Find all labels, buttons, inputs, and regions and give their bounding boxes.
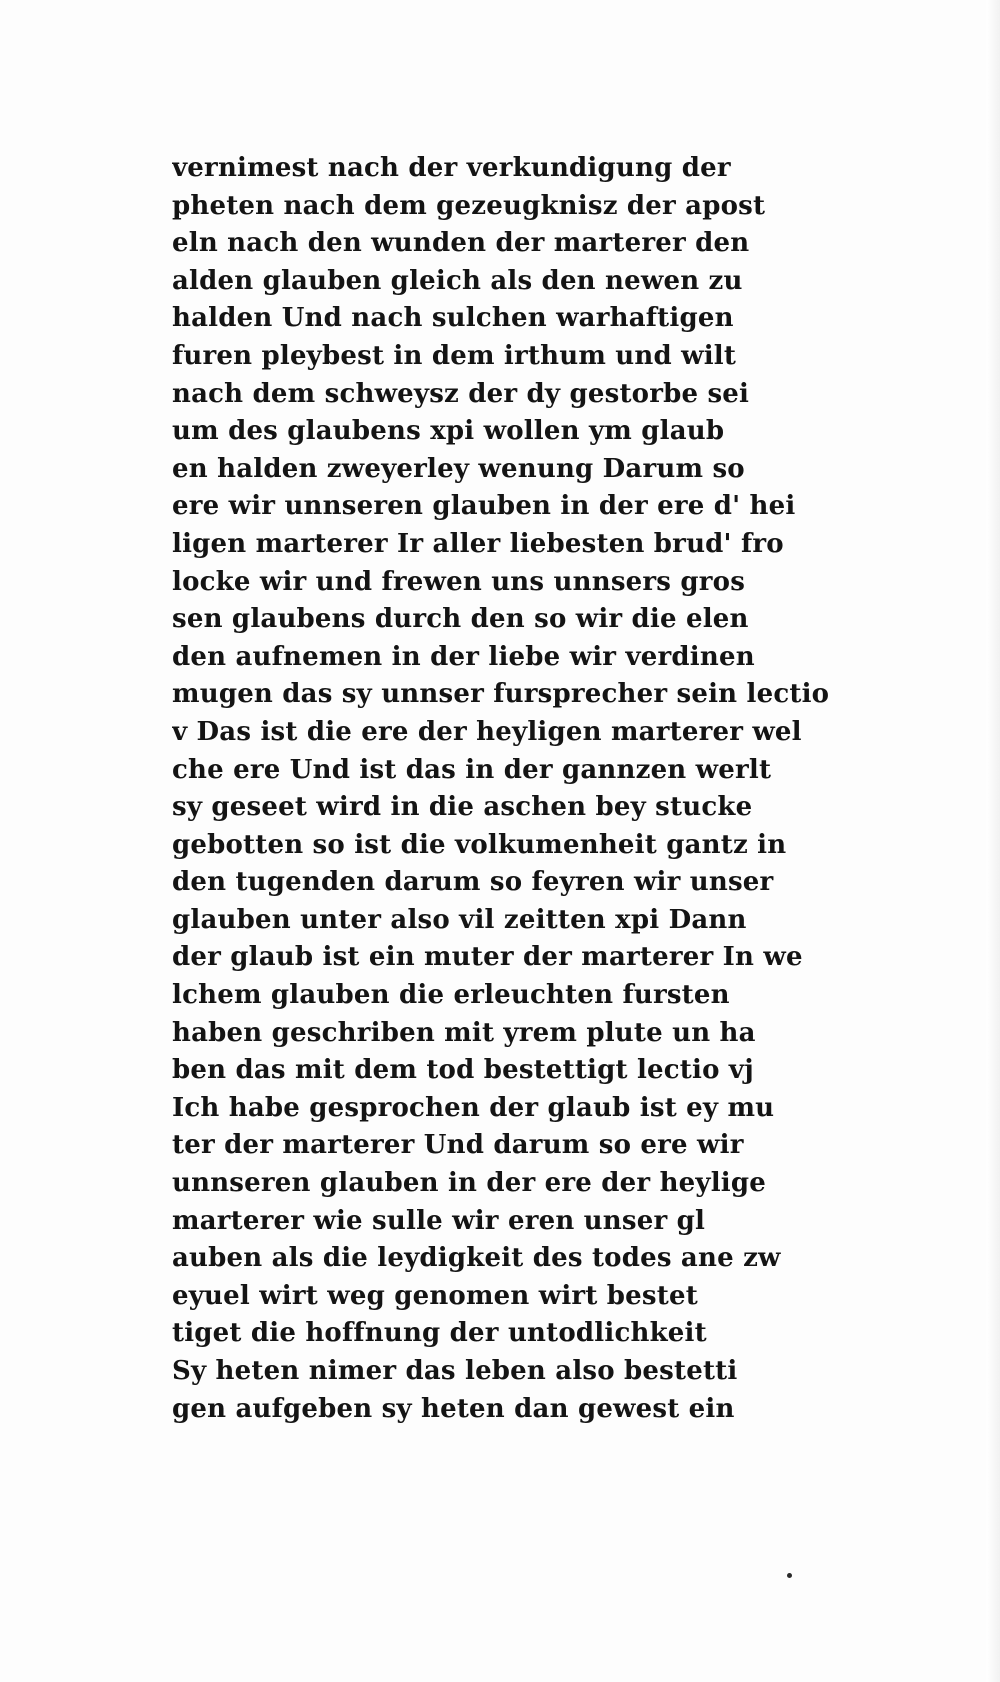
manuscript-line: furen pleybest in dem irthum und wilt	[172, 340, 737, 371]
manuscript-line: en halden zweyerley wenung Darum so	[172, 453, 745, 484]
manuscript-line: ben das mit dem tod bestettigt lectio vj	[172, 1055, 754, 1086]
manuscript-text-block	[172, 150, 972, 1428]
manuscript-line: unnseren glauben in der ere der heylige	[172, 1168, 767, 1199]
manuscript-line: che ere Und ist das in der gannzen werlt	[172, 754, 772, 785]
manuscript-line: eln nach den wunden der marterer den	[172, 228, 750, 259]
manuscript-line: gen aufgeben sy heten dan gewest ein	[172, 1393, 735, 1424]
manuscript-line: haben geschriben mit yrem plute un ha	[172, 1017, 756, 1048]
manuscript-line: ter der marterer Und darum so ere wir	[172, 1130, 744, 1161]
manuscript-line: pheten nach dem gezeugknisz der apost	[172, 190, 766, 221]
manuscript-line: den tugenden darum so feyren wir unser	[172, 867, 774, 898]
manuscript-line: Sy heten nimer das leben also bestetti	[172, 1356, 738, 1386]
manuscript-line: um des glaubens xpi wollen ym glaub	[172, 416, 725, 447]
ink-dot	[787, 1573, 792, 1578]
manuscript-line: eyuel wirt weg genomen wirt bestet	[172, 1280, 698, 1311]
manuscript-line: lchem glauben die erleuchten fursten	[172, 980, 730, 1011]
page-edge	[986, 0, 1000, 1682]
manuscript-line: Ich habe gesprochen der glaub ist ey mu	[172, 1092, 775, 1123]
manuscript-line: vernimest nach der verkundigung der	[172, 153, 731, 183]
manuscript-line: auben als die leydigkeit des todes ane zw	[172, 1243, 781, 1274]
manuscript-line: nach dem schweysz der dy gestorbe sei	[172, 378, 750, 409]
manuscript-line: tiget die hoffnung der untodlichkeit	[172, 1318, 707, 1349]
manuscript-line: glauben unter also vil zeitten xpi Dann	[172, 904, 747, 935]
manuscript-line: alden glauben gleich als den newen zu	[172, 265, 743, 296]
manuscript-line: der glaub ist ein muter der marterer In we	[172, 942, 803, 973]
manuscript-line: gebotten so ist die volkumenheit gantz in	[172, 829, 787, 860]
manuscript-line: marterer wie sulle wir eren unser gl	[172, 1205, 706, 1236]
manuscript-line: locke wir und frewen uns unnsers gros	[172, 566, 746, 597]
manuscript-line: mugen das sy unnser fursprecher sein lectio	[172, 679, 830, 710]
manuscript-line: den aufnemen in der liebe wir verdinen	[172, 641, 755, 672]
manuscript-line: ligen marterer Ir aller liebesten brud' fro	[172, 528, 784, 559]
manuscript-line: ere wir unnseren glauben in der ere d' hei	[172, 491, 796, 522]
manuscript-line: v Das ist die ere der heyligen marterer wel	[172, 716, 802, 747]
manuscript-line: sy geseet wird in die aschen bey stucke	[172, 792, 753, 823]
manuscript-line: sen glaubens durch den so wir die elen	[172, 604, 749, 635]
manuscript-line: halden Und nach sulchen warhaftigen	[172, 303, 734, 334]
